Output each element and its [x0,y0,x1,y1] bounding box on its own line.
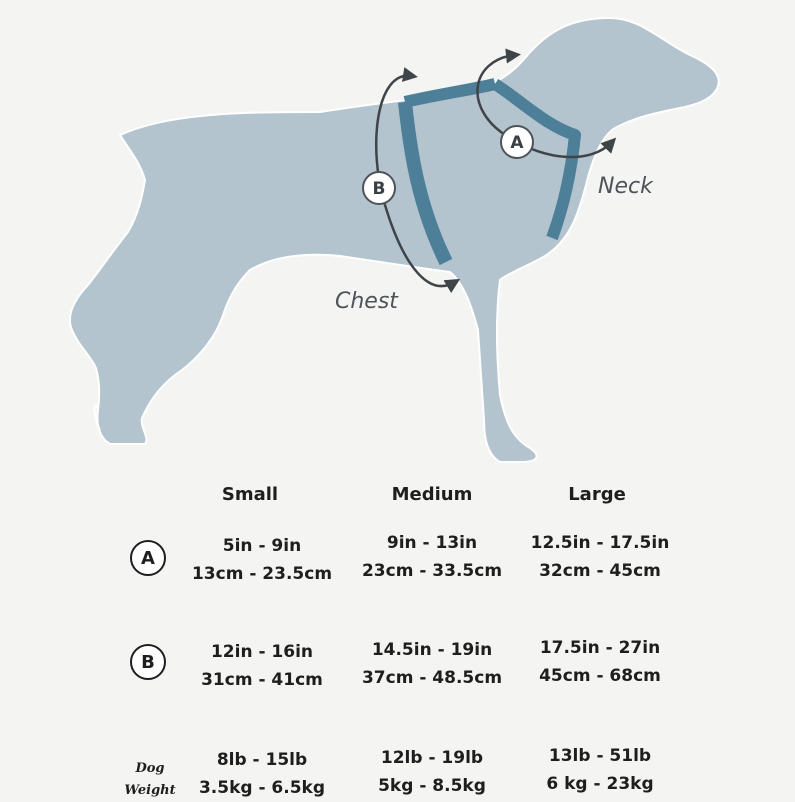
cell-weight-medium-kg: 5kg - 8.5kg [378,776,486,796]
dog-weight-line1: Dog [135,761,165,776]
column-header-large: Large [568,484,626,505]
cell-b-large [500,634,700,690]
cell-b-medium-cm: 37cm - 48.5cm [361,668,503,688]
cell-a-large-inches: 12.5in - 17.5in [530,533,670,553]
column-header-small: Small [221,484,279,505]
cell-a-medium-cm: 23cm - 33.5cm [361,561,503,581]
cell-a-small-cm: 13cm - 23.5cm [191,564,333,584]
column-header-medium: Medium [391,484,473,505]
marker-a-letter: A [510,133,524,153]
cell-a-small-inches: 5in - 9in [222,536,302,556]
cell-b-small-cm: 31cm - 41cm [201,670,323,690]
row-label-b: B [130,644,166,680]
neck-label: Neck [598,174,653,199]
cell-a-medium-inches: 9in - 13in [386,533,478,553]
cell-weight-large-kg: 6 kg - 23kg [546,774,654,794]
cell-weight-large [500,742,700,798]
row-label-a: A [130,540,166,576]
cell-weight-small-lb: 8lb - 15lb [216,750,308,770]
marker-b [363,172,395,204]
marker-b-letter: B [372,179,386,199]
cell-weight-small-kg: 3.5kg - 6.5kg [198,778,326,798]
cell-weight-large-lb: 13lb - 51lb [548,746,652,766]
dog-weight-line2: Weight [124,783,176,798]
cell-a-large-cm: 32cm - 45cm [539,561,661,581]
cell-b-small-inches: 12in - 16in [210,642,314,662]
marker-a [501,126,533,158]
dog-silhouette [70,18,719,462]
cell-a-large [500,529,700,585]
cell-b-medium-inches: 14.5in - 19in [371,640,493,660]
size-chart [0,470,795,800]
cell-b-large-inches: 17.5in - 27in [539,638,661,658]
cell-b-large-cm: 45cm - 68cm [539,666,661,686]
cell-weight-medium-lb: 12lb - 19lb [380,748,484,768]
chest-label: Chest [335,289,398,314]
